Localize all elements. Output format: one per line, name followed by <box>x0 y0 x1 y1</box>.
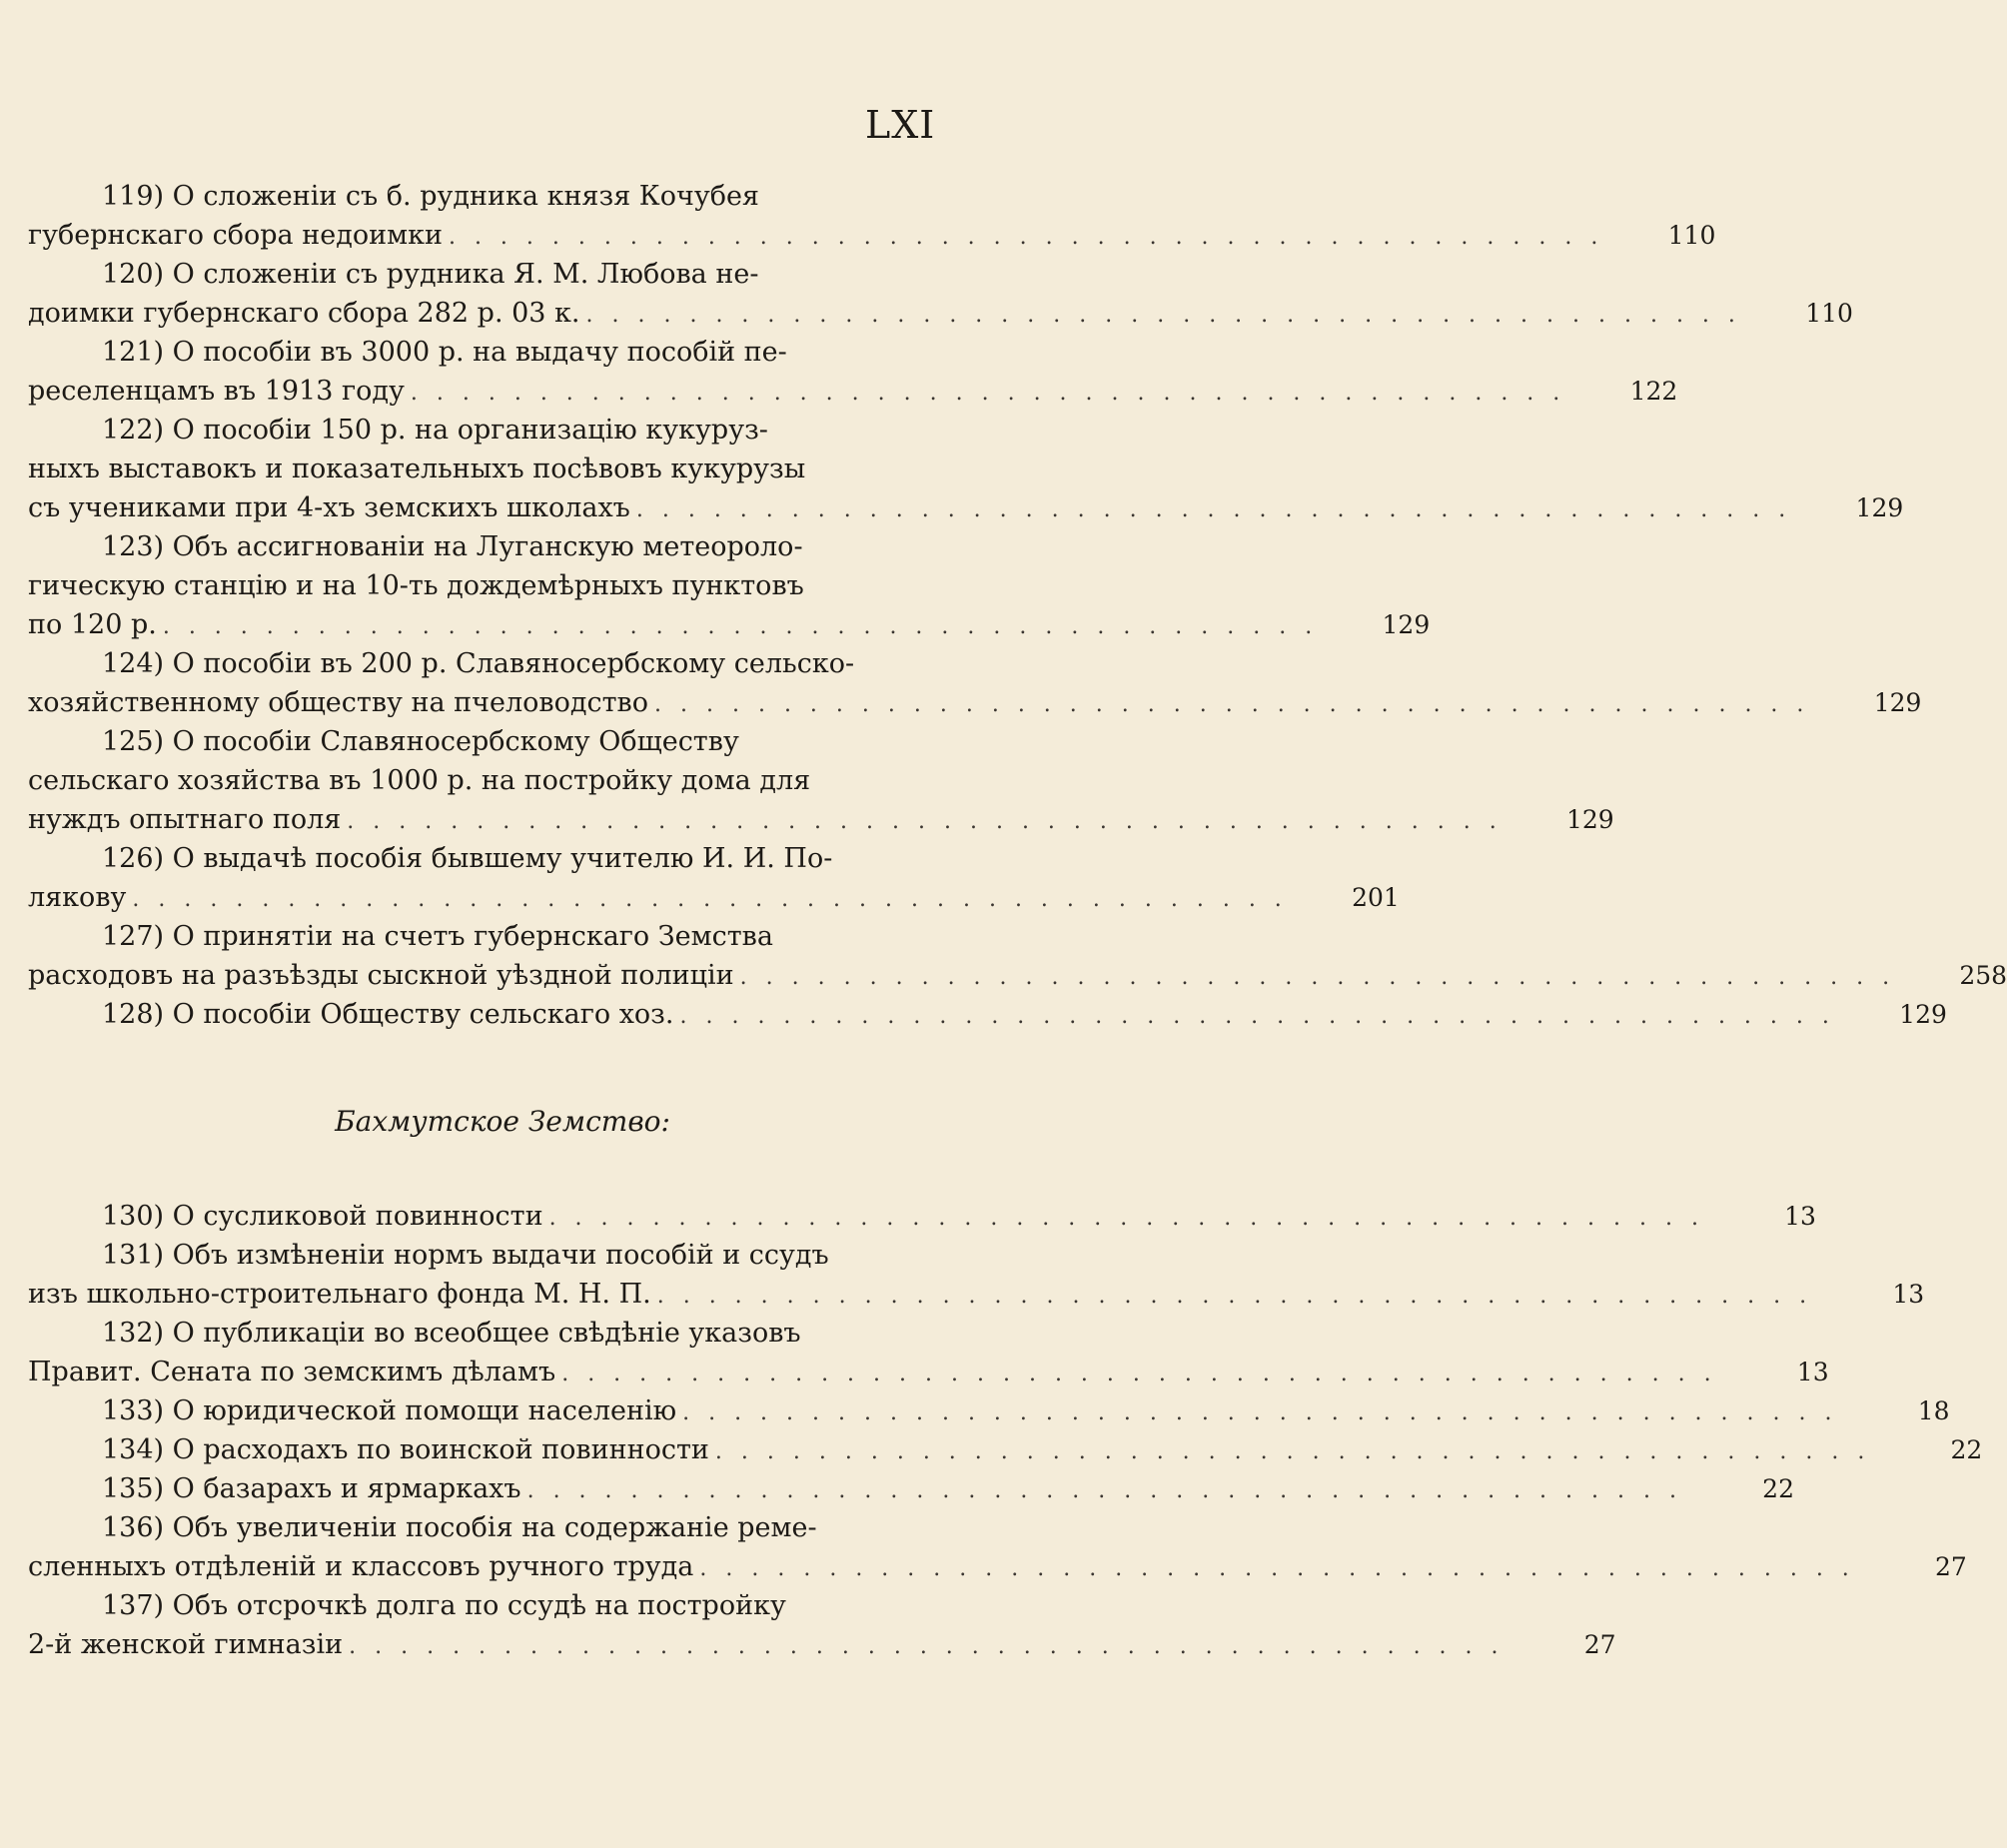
page-ref: 110 <box>1667 221 1716 250</box>
toc-entry-line <box>28 1314 977 1353</box>
toc-entry <box>28 1391 1950 1430</box>
dot-leader: . . . . . . . . . . . . . . . . . . . . . . . . . . . . . . . . . . . . . . . . . . . . . <box>548 1206 1704 1231</box>
entry-text: 132) О публикаціи во всеобщее свѣдѣніе указовъ <box>102 1318 801 1349</box>
dot-leader: . . . . . . . . . . . . . . . . . . . . . . . . . . . . . . . . . . . . . . . . . . . . . <box>526 1478 1682 1503</box>
dot-leader: . . . . . . . . . . . . . . . . . . . . . . . . . . . . . . . . . . . . . . . . . . . . . <box>410 381 1566 406</box>
page-ref: 18 <box>1917 1396 1950 1425</box>
toc-entry-line <box>28 450 977 488</box>
toc-entry <box>28 1508 1967 1586</box>
toc-entry-line <box>28 878 1400 917</box>
entry-text: Правит. Сената по земскимъ дѣламъ <box>28 1357 556 1387</box>
toc-entry <box>28 411 1904 527</box>
dot-leader: . . . . . . . . . . . . . . . . . . . . . . . . . . . . . . . . . . . . . . . . . . . . . <box>714 1439 1871 1464</box>
toc-entry-line <box>28 1353 1829 1391</box>
page-ref: 258 <box>1959 961 2007 990</box>
dot-leader: . . . . . . . . . . . . . . . . . . . . . . . . . . . . . . . . . . . . . . . . . . . . . <box>654 692 1810 717</box>
toc-entry <box>28 255 1853 333</box>
toc-entry-line <box>28 956 2007 995</box>
page-ref: 110 <box>1805 299 1853 328</box>
dot-leader: . . . . . . . . . . . . . . . . . . . . . . . . . . . . . . . . . . . . . . . . . . . . . <box>448 225 1604 250</box>
entry-text: изъ школьно-строительнаго фонда М. Н. П. <box>28 1279 651 1310</box>
entry-text: 119) О сложеніи съ б. рудника князя Кочубея <box>102 181 759 212</box>
toc-entry-line <box>28 566 977 605</box>
toc-entry-line <box>28 761 977 800</box>
toc-entry <box>28 644 1922 722</box>
toc-entry-line <box>28 1586 977 1625</box>
entry-text: 128) О пособіи Обществу сельскаго хоз. <box>102 999 674 1030</box>
toc-entry-line <box>28 1236 977 1275</box>
entry-text: хозяйственному обществу на пчеловодство <box>28 687 649 718</box>
entry-text: 136) Объ увеличеніи пособія на содержаніе реме- <box>102 1512 817 1543</box>
toc-entry-line <box>28 294 1853 333</box>
page-ref: 22 <box>1950 1435 1983 1464</box>
toc-entry-line <box>28 216 1716 255</box>
entry-text: нуждъ опытнаго поля <box>28 804 342 835</box>
dot-leader: . . . . . . . . . . . . . . . . . . . . . . . . . . . . . . . . . . . . . . . . . . . . . <box>679 1004 1835 1029</box>
toc-entry <box>28 995 1947 1034</box>
entry-text: 130) О сусликовой повинности <box>102 1201 543 1232</box>
entry-text: губернскаго сбора недоимки <box>28 220 443 251</box>
dot-leader: . . . . . . . . . . . . . . . . . . . . . . . . . . . . . . . . . . . . . . . . . . . . . <box>739 965 1896 990</box>
entry-text: доимки губернскаго сбора 282 р. 03 к. <box>28 298 580 329</box>
toc-entry <box>28 1197 1816 1236</box>
entry-text: 126) О выдачѣ пособія бывшему учителю И. И. По- <box>102 843 833 874</box>
page-ref: 27 <box>1935 1552 1967 1581</box>
toc-entry-line <box>28 839 977 878</box>
toc-entry <box>28 1236 1925 1314</box>
toc-entry <box>28 1430 1983 1469</box>
entry-text: 125) О пособіи Славяносербскому Обществу <box>102 726 739 757</box>
dot-leader: . . . . . . . . . . . . . . . . . . . . . . . . . . . . . . . . . . . . . . . . . . . . . <box>347 809 1503 834</box>
page-ref: 129 <box>1873 688 1922 717</box>
toc-entry-line <box>28 1547 1967 1586</box>
page-ref: 129 <box>1382 610 1431 639</box>
toc-entry-line <box>28 333 977 372</box>
entries-list-a <box>28 177 2007 1034</box>
toc-entry-line <box>28 683 1922 722</box>
toc-entry-line <box>28 917 977 956</box>
toc-entry-line <box>28 1275 1925 1314</box>
page-ref: 122 <box>1629 377 1678 406</box>
toc-entry <box>28 839 1400 917</box>
page-ref: 27 <box>1583 1630 1616 1659</box>
toc-entry <box>28 1586 1616 1664</box>
dot-leader: . . . . . . . . . . . . . . . . . . . . . . . . . . . . . . . . . . . . . . . . . . . . . <box>656 1284 1813 1309</box>
dot-leader: . . . . . . . . . . . . . . . . . . . . . . . . . . . . . . . . . . . . . . . . . . . . . <box>132 887 1288 912</box>
entry-text: ныхъ выставокъ и показательныхъ посѣвовъ кукурузы <box>28 454 806 484</box>
dot-leader: . . . . . . . . . . . . . . . . . . . . . . . . . . . . . . . . . . . . . . . . . . . . . <box>682 1400 1838 1425</box>
toc-entry <box>28 722 1614 839</box>
toc-entry-line <box>28 177 977 216</box>
table-of-contents <box>28 177 2007 1664</box>
page-ref: 13 <box>1796 1358 1829 1386</box>
toc-entry-line <box>28 1197 1816 1236</box>
toc-entry <box>28 527 1431 644</box>
dot-leader: . . . . . . . . . . . . . . . . . . . . . . . . . . . . . . . . . . . . . . . . . . . . . <box>699 1556 1855 1581</box>
entries-list-b <box>28 1197 1983 1664</box>
toc-entry-line <box>28 605 1431 644</box>
entry-text: 127) О принятіи на счетъ губернскаго Земства <box>102 921 773 952</box>
entry-text: 120) О сложеніи съ рудника Я. М. Любова не- <box>102 259 759 290</box>
entry-text: 134) О расходахъ по воинской повинности <box>102 1434 709 1465</box>
toc-entry <box>28 333 1678 411</box>
entry-text: расходовъ на разъѣзды сыскной уѣздной полиціи <box>28 960 734 991</box>
toc-entry-line <box>28 372 1678 411</box>
section-heading: Бахмутское Земство: <box>335 1105 670 1138</box>
entry-text: сельскаго хозяйства въ 1000 р. на постройку дома для <box>28 765 811 796</box>
toc-entry-line <box>28 644 977 683</box>
entry-text: 121) О пособіи въ 3000 р. на выдачу пособій пе- <box>102 337 787 368</box>
toc-entry <box>28 1469 1794 1508</box>
entry-text: реселенцамъ въ 1913 году <box>28 376 405 407</box>
toc-entry-line <box>28 527 977 566</box>
entry-text: 135) О базарахъ и ярмаркахъ <box>102 1473 521 1504</box>
dot-leader: . . . . . . . . . . . . . . . . . . . . . . . . . . . . . . . . . . . . . . . . . . . . . <box>349 1634 1505 1659</box>
page-ref: 13 <box>1892 1280 1925 1309</box>
dot-leader: . . . . . . . . . . . . . . . . . . . . . . . . . . . . . . . . . . . . . . . . . . . . . <box>162 614 1319 639</box>
entry-text: 137) Объ отсрочкѣ долга по ссудѣ на постройку <box>102 1590 786 1621</box>
toc-entry-line <box>28 1625 1616 1664</box>
dot-leader: . . . . . . . . . . . . . . . . . . . . . . . . . . . . . . . . . . . . . . . . . . . . . <box>635 497 1792 522</box>
page-ref: 129 <box>1899 1000 1947 1029</box>
page-ref: 201 <box>1352 883 1400 912</box>
page-ref: 129 <box>1565 805 1614 834</box>
page-number: LXI <box>865 103 936 147</box>
entry-text: съ учениками при 4-хъ земскихъ школахъ <box>28 492 630 523</box>
toc-entry-line <box>28 1469 1794 1508</box>
toc-entry <box>28 177 1716 255</box>
entry-text: 122) О пособіи 150 р. на организацію кукуруз- <box>102 415 768 446</box>
page-ref: 13 <box>1784 1202 1816 1231</box>
page-ref: 22 <box>1762 1474 1794 1503</box>
toc-entry-line <box>28 488 1904 527</box>
toc-entry-line <box>28 1391 1950 1430</box>
toc-entry-line <box>28 411 977 450</box>
entry-text: по 120 р. <box>28 609 157 640</box>
entry-text: лякову <box>28 882 127 913</box>
entry-text: 124) О пособіи въ 200 р. Славяносербскому сельско- <box>102 648 855 679</box>
toc-entry-line <box>28 1508 977 1547</box>
toc-entry-line <box>28 722 977 761</box>
toc-entry <box>28 1314 1829 1391</box>
dot-leader: . . . . . . . . . . . . . . . . . . . . . . . . . . . . . . . . . . . . . . . . . . . . . <box>561 1362 1717 1386</box>
toc-entry-line <box>28 1430 1983 1469</box>
entry-text: 123) Объ ассигнованіи на Луганскую метеороло- <box>102 531 803 562</box>
toc-entry-line <box>28 800 1614 839</box>
toc-entry-line <box>28 995 1947 1034</box>
toc-entry-line <box>28 255 977 294</box>
entry-text: сленныхъ отдѣленій и классовъ ручного труда <box>28 1551 694 1582</box>
toc-entry <box>28 917 2007 995</box>
entry-text: 2-й женской гимназіи <box>28 1629 344 1660</box>
dot-leader: . . . . . . . . . . . . . . . . . . . . . . . . . . . . . . . . . . . . . . . . . . . . . <box>585 303 1741 328</box>
entry-text: гическую станцію и на 10-ть дождемѣрныхъ пунктовъ <box>28 570 804 601</box>
entry-text: 131) Объ измѣненіи нормъ выдачи пособій и ссудъ <box>102 1240 829 1271</box>
page-ref: 129 <box>1855 493 1904 522</box>
entry-text: 133) О юридической помощи населенію <box>102 1395 677 1426</box>
